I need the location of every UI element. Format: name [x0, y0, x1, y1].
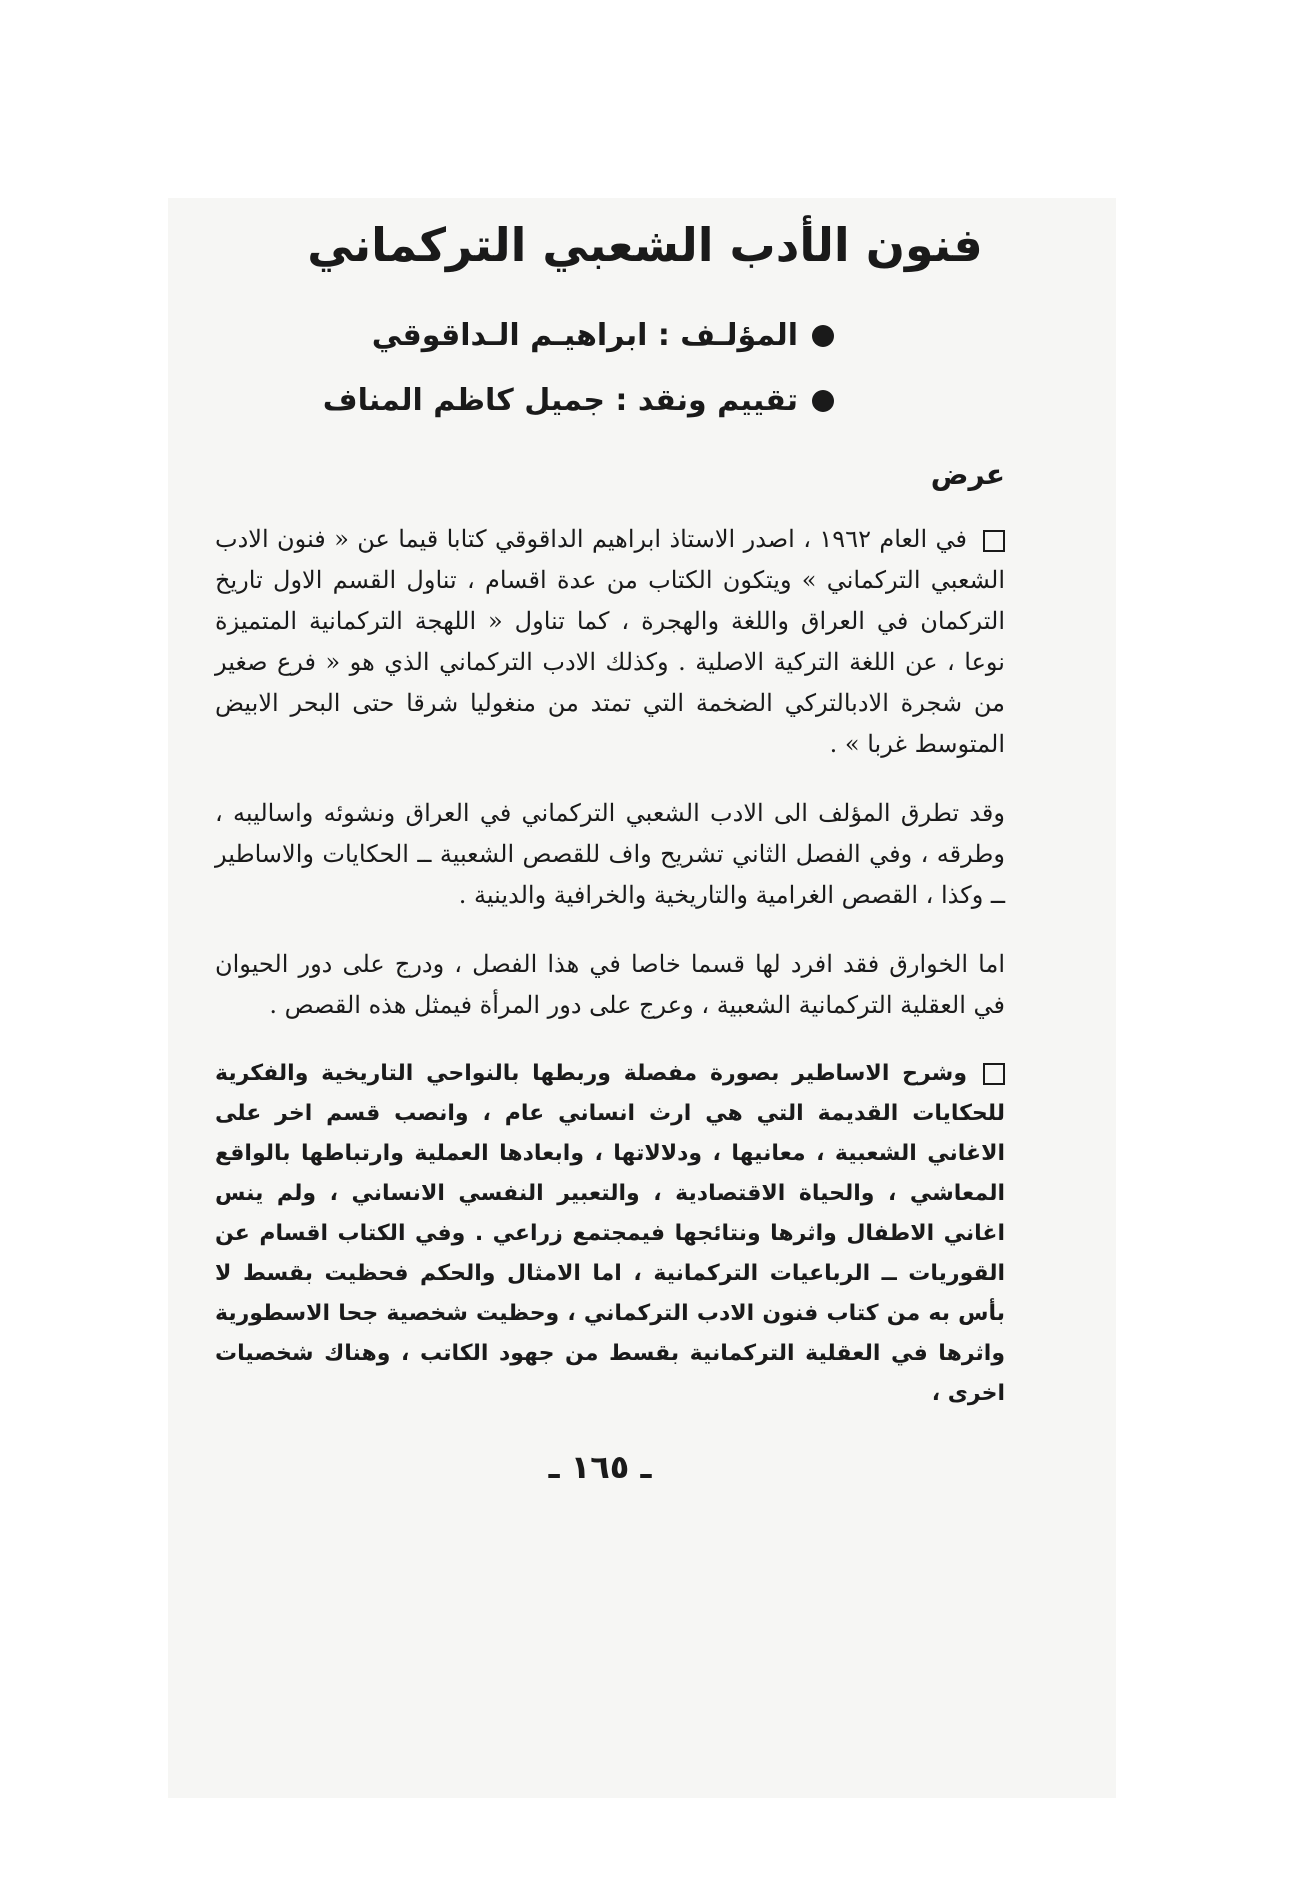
- paragraph-4-text: وشرح الاساطير بصورة مفصلة وربطها بالنواحي التاريخية والفكرية للحكايات القديمة التي هي ارث انساني عام ، وانصب قسم اخر على الاغاني الشعبية ، معانيها ، ودلالاتها ، وابعادها العملية وارتباطها بالواقع المعاشي ، والحياة الاقتصادية ، والتعبير النفسي الانساني ، ولم ينس اغاني الاطفال واثرها ونتائجها فيمجتمع زراعي . وفي الكتاب اقسام عن القوريات ــ الرباعيات التركمانية ، اما الامثال والحكم فحظيت بقسط لا بأس به من كتاب فنون الادب التركماني ، وحظيت شخصية جحا الاسطورية واثرها في العقلية التركمانية بقسط من جهود الكاتب ، وهناك شخصيات اخرى ،: [215, 1061, 1005, 1406]
- paragraph-1-text: في العام ١٩٦٢ ، اصدر الاستاذ ابراهيم الداقوقي كتابا قيما عن « فنون الادب الشعبي التركماني » ويتكون الكتاب من عدة اقسام ، تناول القسم الاول تاريخ التركمان في العراق واللغة والهجرة ، كما تناول « اللهجة التركمانية المتميزة نوعا ، عن اللغة التركية الاصلية . وكذلك الادب التركماني الذي هو « فرع صغير من شجرة الادبالتركي الضخمة التي تمتد من منغوليا شرقا حتى البحر الابيض المتوسط غربا » .: [215, 525, 1006, 758]
- critic-text: تقييم ونقد : جميل كاظم المناف: [322, 383, 798, 418]
- author-line: [210, 318, 1080, 353]
- author-text: المؤلـف : ابراهيـم الـداقوقي: [371, 318, 798, 353]
- paragraph-2: وقد تطرق المؤلف الى الادب الشعبي التركماني في العراق ونشوئه واساليبه ، وطرقه ، وفي الفصل الثاني تشريح واف للقصص الشعبية ــ الحكايات والاساطير ــ وكذا ، القصص الغرامية والتاريخية والخرافية والدينية .: [215, 799, 1005, 909]
- checkbox-icon: [983, 1063, 1005, 1085]
- paragraph-3: اما الخوارق فقد افرد لها قسما خاصا في هذا الفصل ، ودرج على دور الحيوان في العقلية التركمانية الشعبية ، وعرج على دور المرأة فيمثل هذه القصص .: [215, 950, 1005, 1019]
- page-number: ـ ١٦٥ ـ: [548, 1448, 652, 1486]
- document-page: [210, 218, 1080, 1486]
- bullet-icon: [812, 325, 834, 347]
- paragraph-1: [215, 519, 1080, 765]
- document-title: فنون الأدب الشعبي التركماني: [307, 218, 983, 272]
- critic-line: [210, 383, 1080, 418]
- section-heading: عرض: [930, 458, 1005, 491]
- paragraph-4: [215, 1054, 1080, 1414]
- bullet-icon: [812, 390, 834, 412]
- checkbox-icon: [983, 530, 1005, 552]
